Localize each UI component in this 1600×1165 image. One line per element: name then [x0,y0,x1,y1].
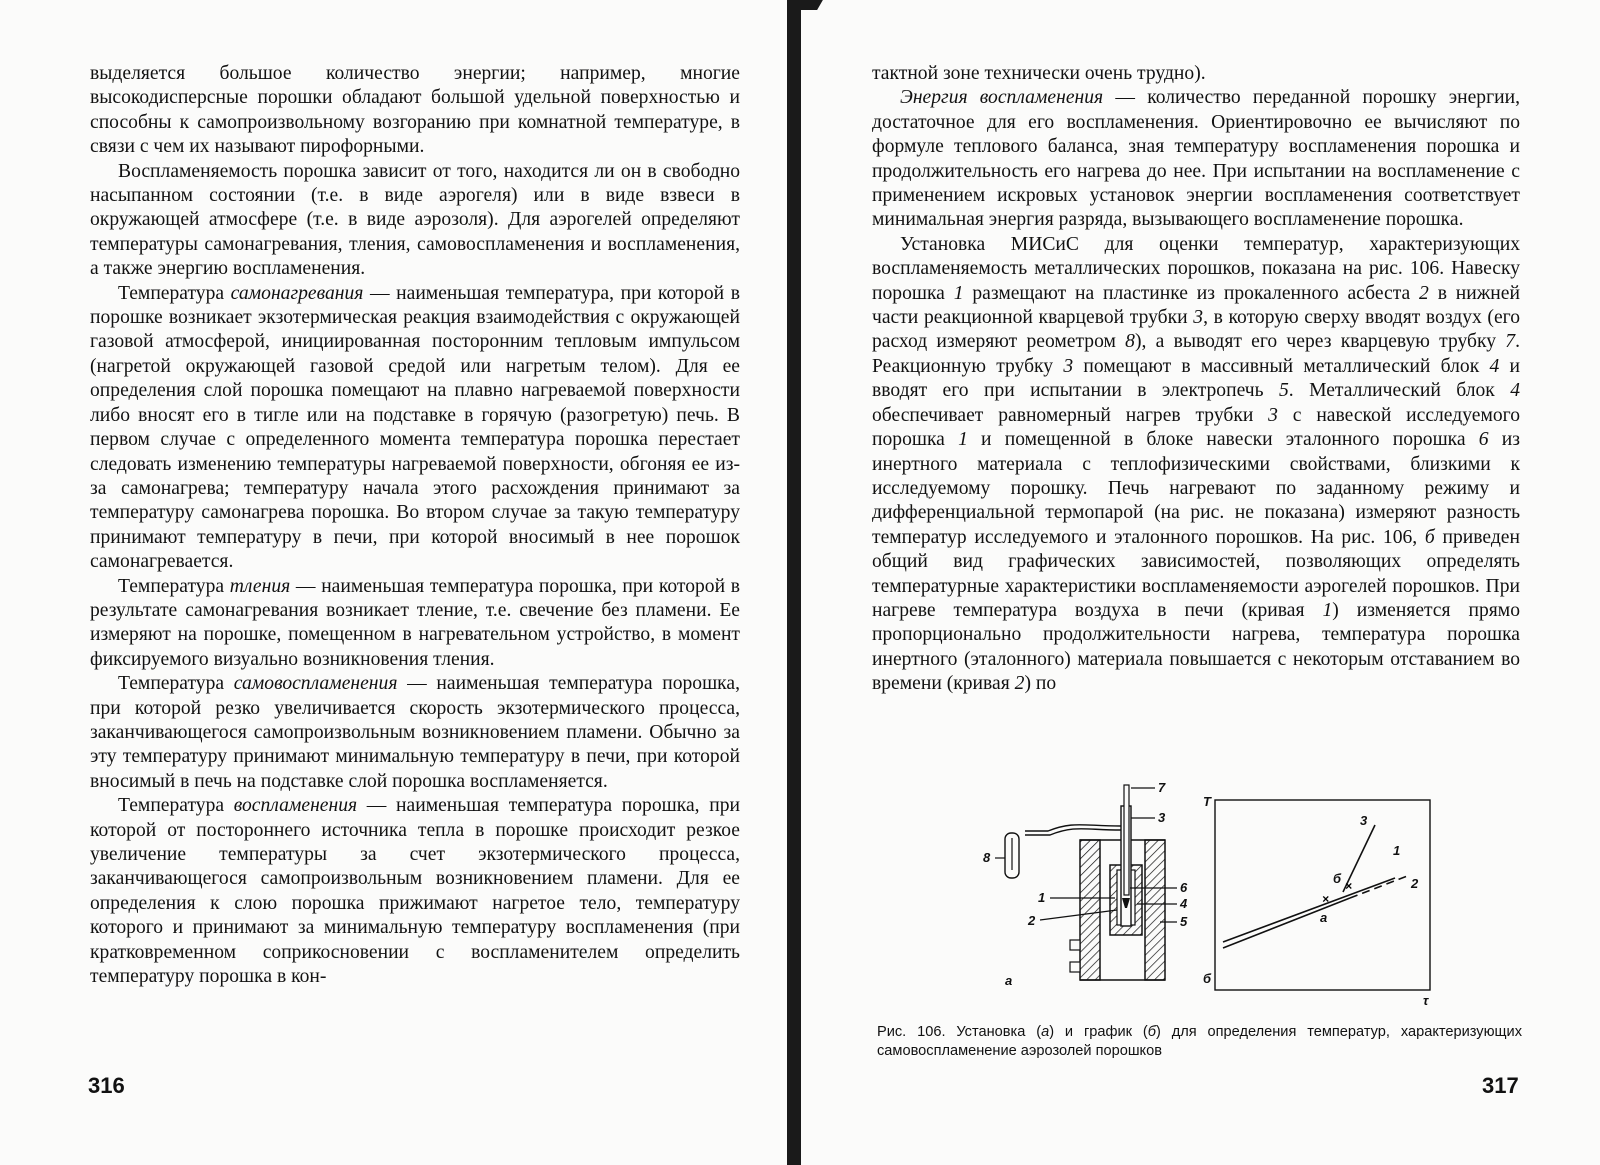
paragraph [872,233,1520,697]
label-5: 5 [1180,914,1188,929]
graph-panel-label: б [1203,971,1212,986]
paragraph [90,794,740,989]
label-1: 1 [1038,890,1046,905]
italic-term: 4 [1510,380,1521,402]
text-run: тактной зоне технически очень трудно). [872,63,1206,84]
italic-term: 3 [1268,404,1278,426]
italic-term: 2 [1419,282,1429,304]
paragraph [90,282,740,575]
text-run: помещают в массивный металлический блок [1073,355,1490,377]
italic-term: 7 [1505,331,1516,353]
italic-term: тления [229,575,291,597]
label-7: 7 [1158,780,1166,795]
svg-text:×: × [1322,892,1330,906]
right-page-number: 317 [1482,1073,1519,1098]
italic-term: 1 [953,282,964,304]
graph-drawing [1215,800,1430,990]
text-run: ) по [1024,673,1057,695]
svg-text:×: × [1345,879,1353,893]
spine-edge [795,0,823,10]
italic-term: 1 [958,429,968,451]
apparatus-drawing [995,785,1177,980]
text-run: ), а выводят его через кварцевую трубку [1134,331,1506,353]
graph-curve-3: 3 [1360,813,1368,828]
label-4: 4 [1180,896,1188,911]
italic-term: 3 [1193,307,1204,329]
book-spine [787,0,801,1165]
italic-term: самонагревания [230,282,364,304]
text-run: ) изменяется прямо пропорционально продолжительности нагрева, температура порошка инертного (эталонного) материала повышается с некоторым отставанием во времени (кривая [872,599,1520,695]
left-page-number: 316 [88,1073,125,1098]
italic-term: а [1041,1024,1050,1040]
text-run: — количество переданной порошку энергии, достаточное для его воспламенения. Ориентировочно ее вычисляют по формуле теплового баланса, зная температуру воспламенения порошка и продолжительность его нагрева до нее. При испытании на воспламенение с применением искровых установок энергии воспламенения соответствует минимальная энергия разряда, вызывающего воспламенение порошка. [872,87,1520,231]
paragraph [872,86,1520,232]
text-run: . Металлический блок [1288,380,1511,402]
italic-term: 2 [1014,673,1025,695]
right-page-text [872,62,1520,697]
text-run: и помещенной в блоке навески эталонного порошка [967,429,1479,451]
text-run: Установка МИСиС для оценки температур, характеризующих воспламеняемость металлических порошков, показана на рис. 106. Навеску порошка [872,233,1520,304]
text-run: размещают на пластинке из прокаленного асбеста [963,282,1420,304]
text-run: Температура [118,673,234,695]
text-run: приведен общий вид графических зависимостей, позволяющих определять температурные характеристики воспламеняемости аэрогелей порошков. При нагреве температура воздуха в печи (кривая [872,526,1520,621]
text-run: Температура [118,795,234,817]
label-2: 2 [1028,913,1036,928]
graph-point-a: а [1320,910,1328,925]
paragraph [90,672,740,794]
text-run: — наименьшая температура, при которой в порошке возникает экзотермическая реакция взаимодействия с окружающей газовой атмосферой, инициированная посторонним тепловым импульсом (нагретой окружающей газовой средой или нагретым телом). Для ее определения слой порошка помещают на плавно нагреваемой поверхности либо вносят его в тигле или на подставке в горячую (разогретую) печь. В первом случае с определенного момента температура порошка перестает следовать изменению температуры нагреваемой поверхности, обгоняя ее из-за самонагрева; температуру начала этого расхождения принимают за температуру самонагрева порошка. Во втором случае за такую температуру принимают температуру в печи, при которой вносимый в нее порошок самонагревается. [90,282,740,573]
left-page-text [90,62,740,989]
text-run: Температура [118,282,231,304]
figure-106 [965,770,1445,1020]
text-run: . Реакционную трубку [872,331,1520,377]
label-6: 6 [1180,880,1188,895]
paragraph [872,62,1520,86]
text-run: , в которую сверху вводят воздух (его расход измеряют реометром [872,307,1520,353]
figure-caption [877,1023,1522,1061]
text-run: в нижней части реакционной кварцевой трубки [872,282,1520,329]
text-run: — наименьшая температура порошка, при которой резко увеличивается скорость экзотермического процесса, заканчивающегося самопроизвольным возникновением пламени. Обычно за эту температуру принимают минимальную температуру в печи, при которой вносимый в печь на подставке слой порошка воспламеняется. [90,673,740,792]
italic-term: 5 [1278,380,1289,402]
label-3: 3 [1158,810,1166,825]
text-run: — наименьшая температура порошка, при которой от постороннего источника тепла в порошке происходит резкое увеличение температуры за счет экзотермического процесса, заканчивающегося самопроизвольным возникновением пламени. Для ее определения к слою порошка прижимают нагретое тело, температуру которого и принимают за минимальную температуру воспламенения (при кратковременном соприкосновении с воспламенителем определить температуру порошка в кон- [90,795,740,988]
text-run: обеспечивает равномерный нагрев трубки [872,404,1269,426]
text-run: ) и график ( [1049,1024,1148,1040]
text-run: с навеской исследуемого порошка [872,404,1520,451]
italic-term: б [1147,1024,1156,1040]
italic-term: 8 [1125,331,1135,353]
graph-point-b: б [1333,871,1342,886]
italic-term: воспламенения [233,795,358,817]
graph-curve-1: 1 [1393,843,1401,858]
italic-term: 6 [1478,429,1489,451]
italic-term: 1 [1322,599,1333,621]
label-8: 8 [983,850,991,865]
paragraph [90,575,740,673]
label-a: а [1005,973,1013,988]
text-run: ) для определения температур, характеризующих самовоспламенение аэрозолей порошков [877,1024,1522,1059]
text-run: — наименьшая температура порошка, при которой в результате самонагревания возникает тление, т.е. свечение без пламени. Ее измеряют на порошке, помещенном в нагревательном устройство, в момент фиксируемого визуально возникновения тления. [90,575,740,670]
paragraph [90,160,740,282]
italic-term: самовоспламенения [233,673,398,695]
italic-term: 3 [1063,355,1074,377]
text-run: Воспламеняемость порошка зависит от того, находится ли он в свободно насыпанном состоянии (т.е. в виде аэрогеля) или в виде взвеси в окружающей атмосфере (т.е. в виде аэрозоля). Для аэрогелей определяют температуры самонагревания, тления, самовоспламенения и воспламенения, а также энергию воспламенения. [90,160,740,280]
text-run: Температура [118,575,230,597]
text-run: из инертного материала с теплофизическими свойствами, близкими к исследуемому порошку. Печь нагревают по заданному режиму и дифференциальной термопарой (на рис. не показана) измеряют разность температур исследуемого и эталонного порошков. На рис. 106, [872,429,1521,548]
text-run: и вводят его при испытании в электропечь [872,355,1520,402]
italic-term: б [1424,526,1435,548]
paragraph [90,62,740,160]
text-run: Рис. 106. Установка ( [877,1024,1042,1040]
graph-curve-2: 2 [1411,876,1419,891]
italic-term: Энергия воспламенения [900,87,1104,109]
italic-term: 4 [1489,355,1500,377]
graph-x-label: τ [1423,993,1429,1008]
graph-y-label: T [1203,794,1211,809]
text-run: выделяется большое количество энергии; например, многие высокодисперсные порошки обладают большой удельной поверхностью и способны к самопроизвольному возгоранию при комнатной температуре, в связи с чем их называют пирофорными. [90,63,740,158]
